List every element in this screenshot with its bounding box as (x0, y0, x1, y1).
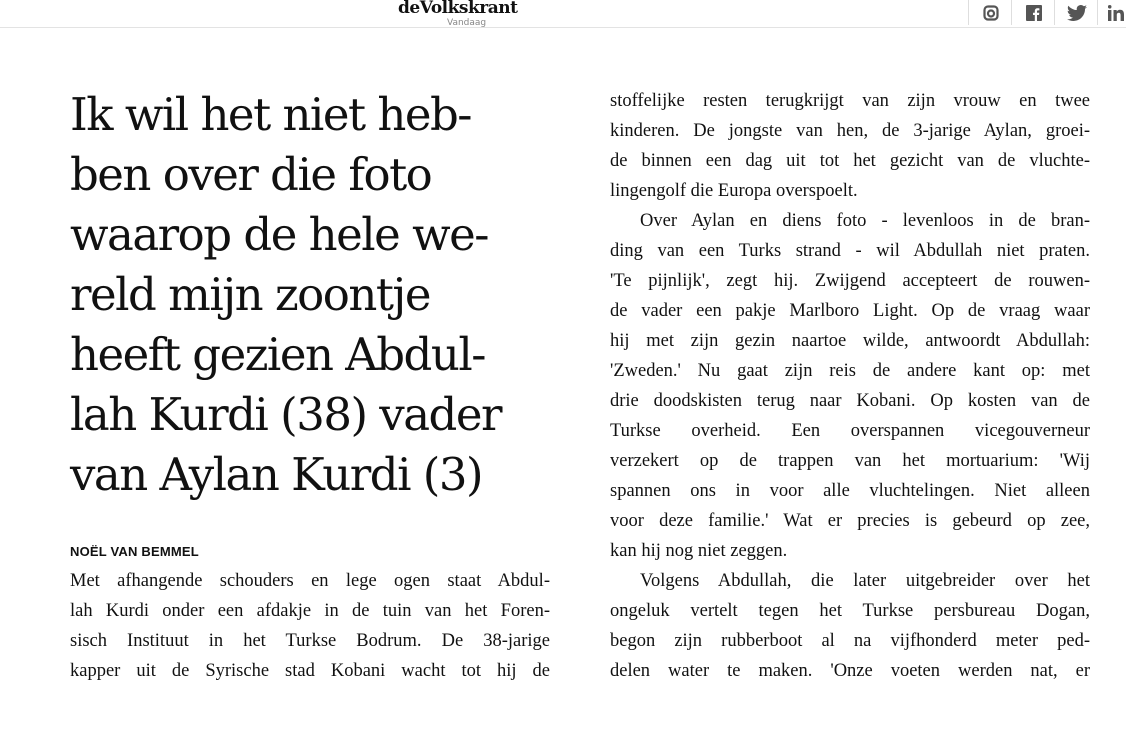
body-line: spannen ons in voor alle vluchtelingen. Niet alleen (610, 481, 1090, 501)
body-line: ding van een Turks strand - wil Abdullah niet praten. (610, 241, 1090, 261)
twitter-icon (1067, 5, 1087, 21)
body-line: begon zijn rubberboot al na vijfhonderd meter ped- (610, 631, 1090, 651)
body-line: kapper uit de Syrische stad Kobani wacht tot hij de (70, 661, 550, 681)
edition-label: Vandaag (447, 18, 487, 28)
body-line: stoffelijke resten terugkrijgt van zijn vrouw en twee (610, 91, 1090, 111)
instagram-icon (983, 5, 999, 21)
body-line: Turkse overheid. Een overspannen vicegouverneur (610, 421, 1090, 441)
body-line: delen water te maken. 'Onze voeten werden nat, er (610, 661, 1090, 681)
body-line: Met afhangende schouders en lege ogen staat Abdul- (70, 571, 550, 591)
body-line: de binnen een dag uit tot het gezicht van de vluchte- (610, 151, 1090, 171)
headline-line: heeft gezien Abdul- (70, 328, 485, 381)
linkedin-share-button[interactable] (1097, 0, 1126, 25)
author-byline[interactable]: NOËL VAN BEMMEL (70, 544, 199, 559)
body-line: ongeluk vertelt tegen het Turkse persbureau Dogan, (610, 601, 1090, 621)
body-line: drie doodskisten terug naar Kobani. Op kosten van de (610, 391, 1090, 411)
body-line: sisch Instituut in het Turkse Bodrum. De 38-jarige (70, 631, 550, 651)
body-line: 'Te pijnlijk', zegt hij. Zwijgend accepteert de rouwen- (610, 271, 1090, 291)
body-line: kan hij nog niet zeggen. (610, 541, 788, 561)
facebook-icon (1026, 5, 1042, 21)
article-body-column-1 (70, 566, 550, 686)
body-line: Volgens Abdullah, die later uitgebreider over het (640, 571, 1090, 591)
body-line: Over Aylan en diens foto - levenloos in de bran- (640, 211, 1090, 231)
headline-line: lah Kurdi (38) vader (70, 388, 502, 441)
body-line: voor deze familie.' Wat er precies is gebeurd op zee, (610, 511, 1090, 531)
headline-line: van Aylan Kurdi (3) (70, 448, 483, 501)
body-line: kinderen. De jongste van hen, de 3-jarige Aylan, groei- (610, 121, 1090, 141)
article-body-column-2 (610, 86, 1090, 686)
twitter-share-button[interactable] (1054, 0, 1098, 25)
body-line: de vader een pakje Marlboro Light. Op de vraag waar (610, 301, 1090, 321)
top-bar (0, 0, 1126, 28)
body-line: hij met zijn gezin naartoe wilde, antwoordt Abdullah: (610, 331, 1090, 351)
body-line: 'Zweden.' Nu gaat zijn reis de andere kant op: met (610, 361, 1090, 381)
body-line: verzekert op de trappen van het mortuarium: 'Wij (610, 451, 1090, 471)
body-line: lah Kurdi onder een afdakje in de tuin van het Foren- (70, 601, 550, 621)
headline-line: Ik wil het niet heb- (70, 88, 471, 141)
body-line: lingengolf die Europa overspoelt. (610, 181, 858, 201)
article-headline (70, 85, 570, 505)
headline-line: ben over die foto (70, 148, 432, 201)
headline-line: waarop de hele we- (70, 208, 488, 261)
instagram-share-button[interactable] (968, 0, 1012, 25)
brand-logo[interactable]: deVolkskrant (398, 0, 518, 18)
headline-line: reld mijn zoontje (70, 268, 430, 321)
linkedin-icon (1108, 5, 1124, 21)
facebook-share-button[interactable] (1011, 0, 1055, 25)
